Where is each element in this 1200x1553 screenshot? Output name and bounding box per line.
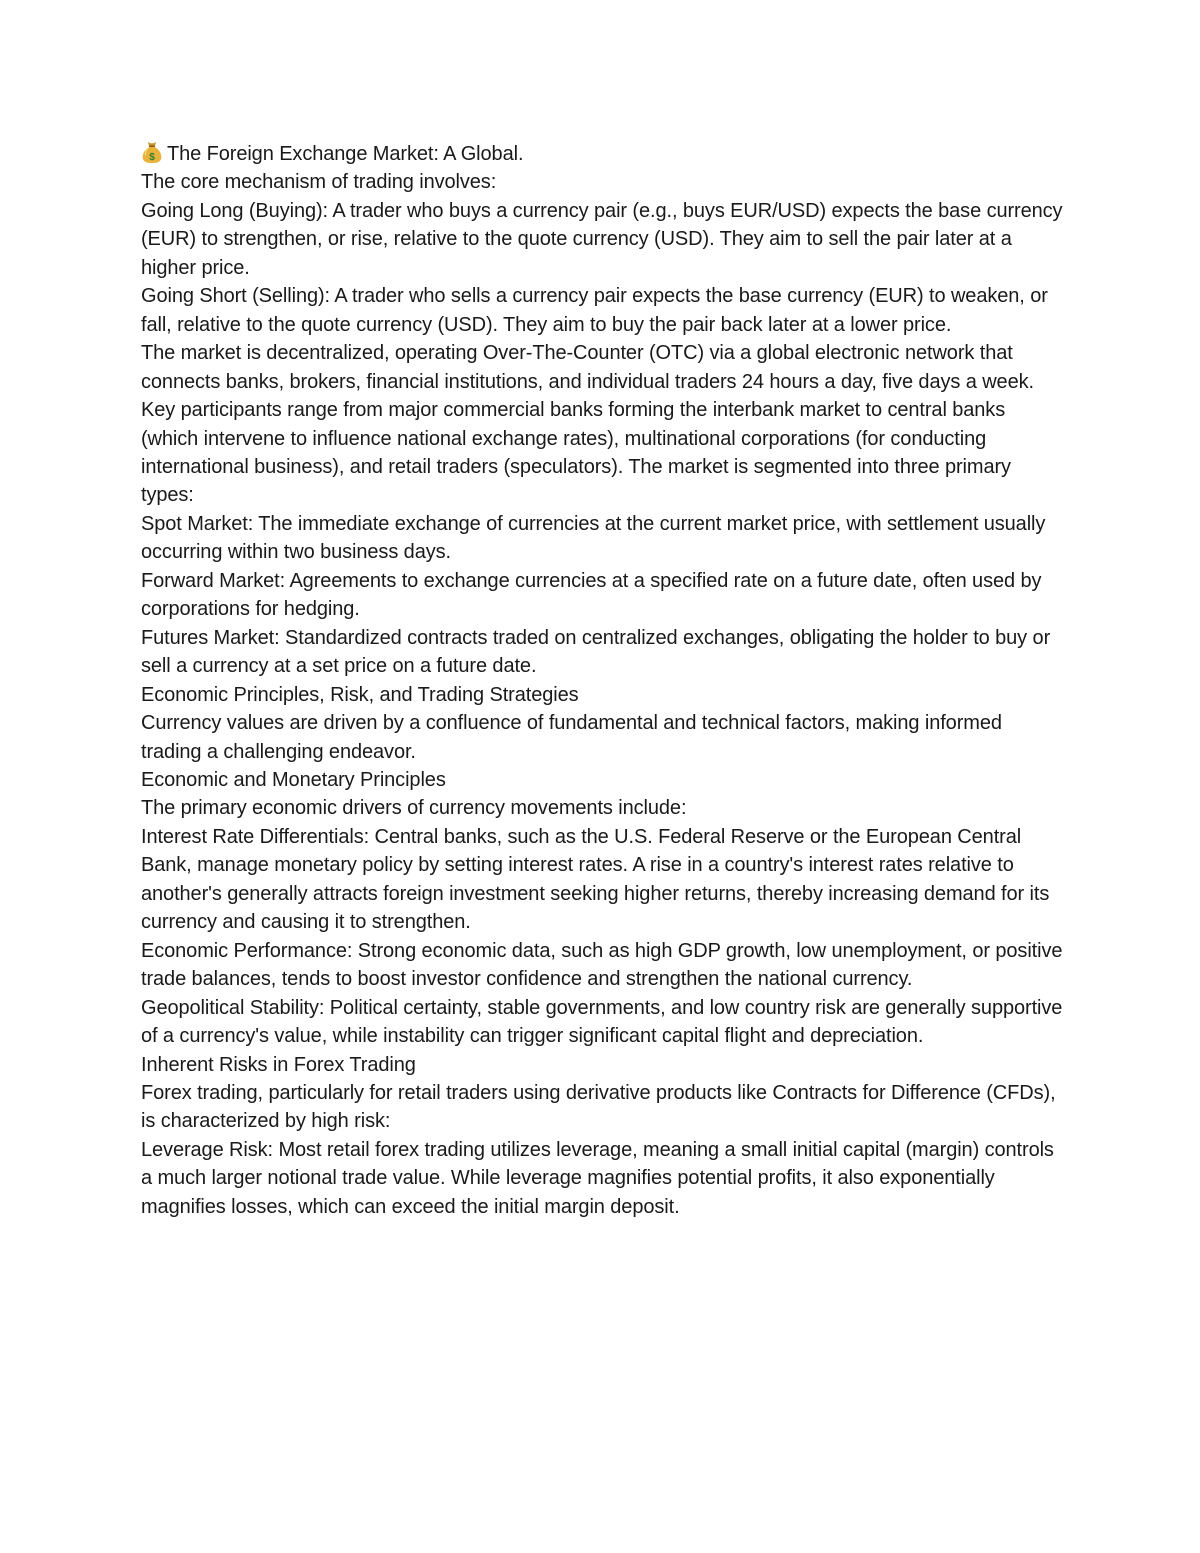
paragraph: Spot Market: The immediate exchange of currencies at the current market price, with settlement usually occurring within two business days. xyxy=(141,512,1046,564)
paragraph: Interest Rate Differentials: Central banks, such as the U.S. Federal Reserve or the European Central Bank, manage monetary policy by setting interest rates. A rise in a country's interest rates relative to another's generally attracts foreign investment seeking higher returns, thereby increasing demand for its currency and causing it to strengthen. xyxy=(141,825,1050,934)
paragraph: Key participants range from major commercial banks forming the interbank market to central banks (which intervene to influence national exchange rates), multinational corporations (for conducting international business), and retail traders (speculators). The market is segmented into three primary types: xyxy=(141,399,1011,507)
paragraph: Currency values are driven by a confluence of fundamental and technical factors, making informed trading a challenging endeavor. xyxy=(141,712,1002,763)
paragraph: The primary economic drivers of currency movements include: xyxy=(141,797,687,820)
paragraph: Going Long (Buying): A trader who buys a currency pair (e.g., buys EUR/USD) expects the base currency (EUR) to strengthen, or rise, relative to the quote currency (USD). They aim to sell the pair later at a higher price. xyxy=(141,199,1063,279)
paragraph: Forward Market: Agreements to exchange currencies at a specified rate on a future date, often used by corporations for hedging. xyxy=(141,569,1042,621)
document-title xyxy=(141,140,1066,168)
document-title-text: The Foreign Exchange Market: A Global. xyxy=(167,143,524,165)
section-heading: Economic and Monetary Principles xyxy=(141,768,446,791)
paragraph: The market is decentralized, operating Over-The-Counter (OTC) via a global electronic network that connects banks, brokers, financial institutions, and individual traders 24 hours a day, five days a week. xyxy=(141,342,1034,393)
paragraph: The core mechanism of trading involves: xyxy=(141,171,497,194)
paragraph: Economic Performance: Strong economic data, such as high GDP growth, low unemployment, or positive trade balances, tends to boost investor confidence and strengthen the national currency. xyxy=(141,939,1063,991)
section-heading: Economic Principles, Risk, and Trading Strategies xyxy=(141,683,579,706)
paragraph: Forex trading, particularly for retail traders using derivative products like Contracts for Difference (CFDs), is characterized by high risk: xyxy=(141,1081,1056,1133)
money-bag-icon xyxy=(141,140,163,164)
paragraph: Going Short (Selling): A trader who sells a currency pair expects the base currency (EUR) to weaken, or fall, relative to the quote currency (USD). They aim to buy the pair back later at a lower price. xyxy=(141,285,1048,336)
paragraph: Futures Market: Standardized contracts traded on centralized exchanges, obligating the holder to buy or sell a currency at a set price on a future date. xyxy=(141,626,1051,678)
paragraph: Geopolitical Stability: Political certainty, stable governments, and low country risk are generally supportive of a currency's value, while instability can trigger significant capital flight and depreciation. xyxy=(141,996,1063,1048)
paragraph: Leverage Risk: Most retail forex trading utilizes leverage, meaning a small initial capital (margin) controls a much larger notional trade value. While leverage magnifies potential profits, it also exponentially magnifies losses, which can exceed the initial margin deposit. xyxy=(141,1138,1054,1218)
section-heading: Inherent Risks in Forex Trading xyxy=(141,1053,416,1076)
svg-text:$: $ xyxy=(149,152,155,163)
document-page xyxy=(141,140,1066,1221)
